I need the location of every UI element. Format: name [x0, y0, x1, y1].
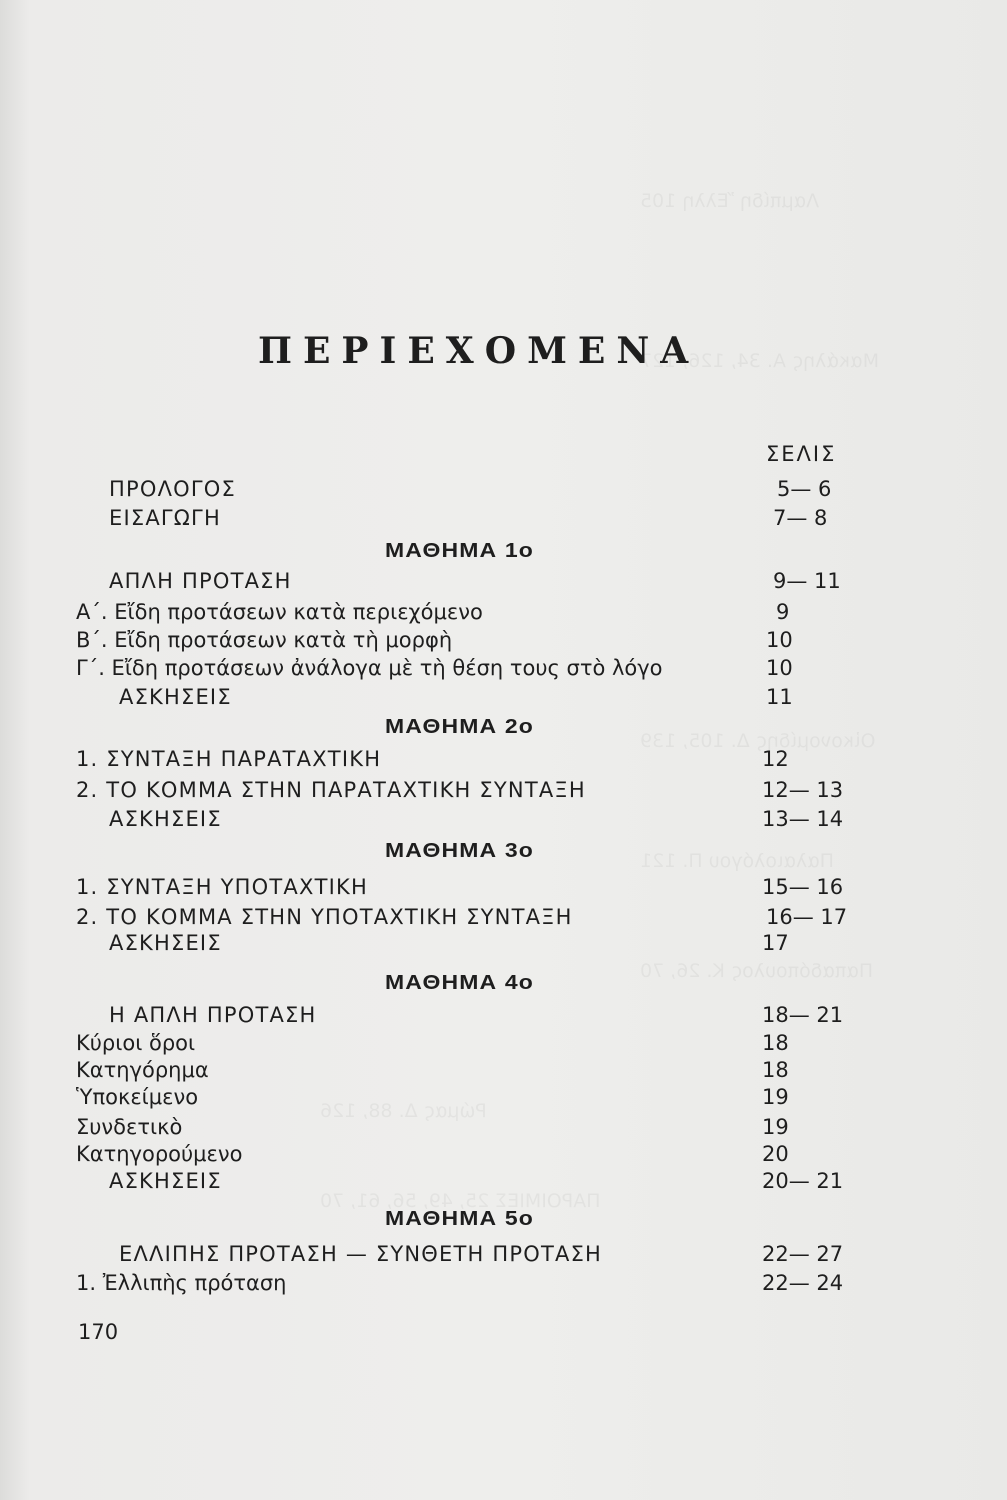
toc-entry [0, 683, 1007, 711]
toc-entry-label: Κατηγορούμενο [76, 1142, 243, 1166]
lesson-heading: ΜΑΘΗΜΑ 5ο [385, 1208, 535, 1230]
toc-entry [0, 1029, 1007, 1057]
lesson-heading: ΜΑΘΗΜΑ 1ο [385, 540, 535, 562]
toc-entry-pages: 7— 8 [773, 506, 828, 530]
toc-entry [0, 626, 1007, 654]
toc-entry-label: Γ΄. Εἴδη προτάσεων ἀνάλογα μὲ τὴ θέση τους στὸ λόγο [76, 656, 663, 680]
toc-entry-label: Β΄. Εἴδη προτάσεων κατὰ τὴ μορφὴ [76, 628, 453, 652]
toc-entry [0, 1269, 1007, 1297]
toc-entry-pages: 5— 6 [777, 477, 832, 501]
toc-entry [0, 654, 1007, 682]
toc-entry-label: ΑΣΚΗΣΕΙΣ [109, 807, 222, 831]
toc-entry-pages: 16— 17 [766, 905, 848, 929]
toc-entry-label: ΕΛΛΙΠΗΣ ΠΡΟΤΑΣΗ — ΣΥΝΘΕΤΗ ΠΡΟΤΑΣΗ [119, 1242, 603, 1266]
toc-entry-pages: 22— 27 [762, 1242, 844, 1266]
toc-entry-label: Κατηγόρημα [76, 1058, 209, 1082]
toc-entry [0, 776, 1007, 804]
toc-entry-pages: 11 [766, 685, 793, 709]
toc-entry-pages: 19 [762, 1085, 789, 1109]
toc-entry-label: ΠΡΟΛΟΓΟΣ [109, 477, 236, 501]
toc-entry-pages: 18 [762, 1031, 789, 1055]
toc-entry [0, 1001, 1007, 1029]
toc-entry [0, 504, 1007, 532]
toc-entry-label: ΑΣΚΗΣΕΙΣ [109, 1169, 222, 1193]
toc-entry-pages: 9— 11 [773, 569, 841, 593]
toc-entry-pages: 17 [762, 931, 789, 955]
toc-entry-label: 1. ΣΥΝΤΑΞΗ ΠΑΡΑΤΑΧΤΙΚΗ [76, 747, 382, 771]
toc-entry [0, 1113, 1007, 1141]
toc-entry-pages: 18— 21 [762, 1003, 844, 1027]
lesson-heading: ΜΑΘΗΜΑ 2ο [385, 716, 535, 738]
toc-entry-pages: 10 [766, 628, 793, 652]
toc-entry-label: Α΄. Εἴδη προτάσεων κατὰ περιεχόμενο [76, 600, 483, 624]
toc-entry-pages: 22— 24 [762, 1271, 844, 1295]
toc-entry-pages: 19 [762, 1115, 789, 1139]
toc-entry-pages: 12— 13 [762, 778, 844, 802]
toc-entry-pages: 15— 16 [762, 875, 844, 899]
toc-entry [0, 1083, 1007, 1111]
lesson-heading: ΜΑΘΗΜΑ 3ο [385, 840, 535, 862]
page-number: 170 [78, 1320, 119, 1344]
toc-entry-label: ΑΣΚΗΣΕΙΣ [109, 931, 222, 955]
page-title: ΠΕΡΙΕΧΟΜΕΝΑ [258, 330, 700, 372]
toc-entry [0, 805, 1007, 833]
toc-entry [0, 598, 1007, 626]
toc-entry-pages: 18 [762, 1058, 789, 1082]
toc-entry-pages: 10 [766, 656, 793, 680]
toc-entry-label: 2. ΤΟ ΚΟΜΜΑ ΣΤΗΝ ΥΠΟΤΑΧΤΙΚΗ ΣΥΝΤΑΞΗ [76, 905, 573, 929]
toc-entry-pages: 12 [762, 747, 789, 771]
toc-entry [0, 1056, 1007, 1084]
toc-entry [0, 745, 1007, 773]
toc-entry [0, 567, 1007, 595]
toc-entry-label: ΕΙΣΑΓΩΓΗ [109, 506, 221, 530]
toc-entry-label: ΑΠΛΗ ΠΡΟΤΑΣΗ [109, 569, 292, 593]
pages-column-header: ΣΕΛΙΣ [766, 442, 837, 466]
toc-entry-pages: 9 [776, 600, 790, 624]
toc-entry-label: Ὑποκείμενο [76, 1085, 199, 1109]
toc-entry [0, 1167, 1007, 1195]
toc-entry-label: Συνδετικὸ [76, 1115, 183, 1139]
lesson-heading: ΜΑΘΗΜΑ 4ο [385, 972, 535, 994]
toc-entry-label: ΑΣΚΗΣΕΙΣ [119, 685, 232, 709]
toc-entry-pages: 20 [762, 1142, 789, 1166]
toc-entry [0, 475, 1007, 503]
toc-entry-label: 1. ΣΥΝΤΑΞΗ ΥΠΟΤΑΧΤΙΚΗ [76, 875, 368, 899]
toc-entry-label: 1. Ἐλλιπὴς πρόταση [76, 1271, 287, 1295]
toc-entry-pages: 13— 14 [762, 807, 844, 831]
toc-entry-label: Η ΑΠΛΗ ΠΡΟΤΑΣΗ [109, 1003, 317, 1027]
toc-entry-label: 2. ΤΟ ΚΟΜΜΑ ΣΤΗΝ ΠΑΡΑΤΑΧΤΙΚΗ ΣΥΝΤΑΞΗ [76, 778, 586, 802]
toc-entry-label: Κύριοι ὅροι [76, 1031, 196, 1055]
toc-entry [0, 873, 1007, 901]
toc-entry [0, 1240, 1007, 1268]
toc-entry [0, 929, 1007, 957]
toc-entry-pages: 20— 21 [762, 1169, 844, 1193]
toc-entry [0, 1140, 1007, 1168]
toc-entry [0, 903, 1007, 931]
